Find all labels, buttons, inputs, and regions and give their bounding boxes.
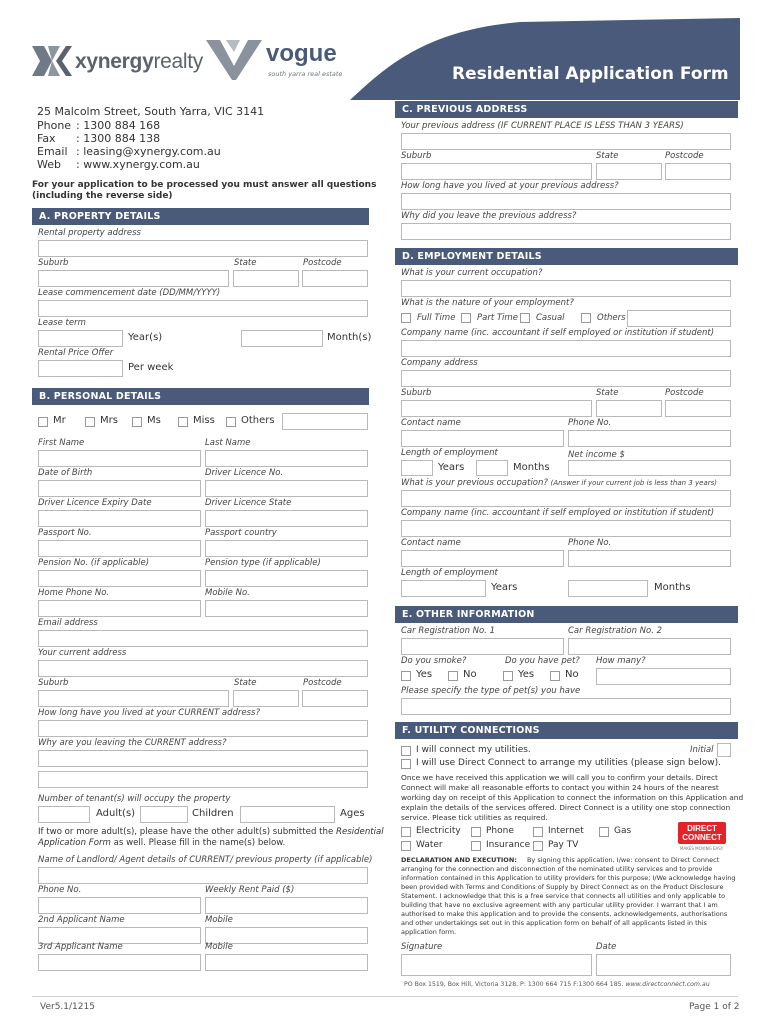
- utility-paragraph-3: working day on receipt of this Application to connect the information on this Application and: [401, 793, 744, 802]
- dc-tagline: MAKES MOVING EASY: [680, 846, 724, 851]
- prev-occupation-question: What is your previous occupation?: [401, 478, 548, 488]
- net-income-label: Net income $: [568, 450, 625, 460]
- car-reg-2-field[interactable]: [568, 638, 731, 655]
- part-time-label: Part Time: [477, 313, 518, 323]
- dob-field[interactable]: [38, 480, 201, 497]
- smoke-yes-checkbox[interactable]: [401, 671, 411, 681]
- second-mobile-label: Mobile: [205, 915, 233, 925]
- prev-company-name-label: Company name (inc. accountant if self employed or institution if student): [401, 508, 715, 518]
- declaration-line-2: arranging for the connection and disconnection of the nominated utility services and to provide: [401, 865, 713, 873]
- lease-commencement-label: Lease commencement date (DD/MM/YYYY): [38, 288, 221, 298]
- employment-years-label: Years: [438, 462, 465, 473]
- why-leaving-field-1[interactable]: [38, 750, 368, 767]
- declaration-line-8: and other undertakings set out in this application form on behalf of all applicants listed in this: [401, 919, 707, 927]
- pet-yes-label: Yes: [518, 669, 535, 680]
- company-address-field[interactable]: [401, 370, 731, 387]
- previous-address-field[interactable]: [401, 133, 731, 150]
- employment-months-field[interactable]: [476, 460, 508, 476]
- contact-name-field[interactable]: [401, 430, 564, 447]
- version-label: Ver5.1/1215: [40, 1002, 95, 1012]
- pay-tv-checkbox[interactable]: [533, 841, 543, 851]
- email-label: Email address: [38, 618, 98, 628]
- agency-web: : www.xynergy.com.au: [76, 158, 200, 171]
- others-employment-label: Others: [597, 313, 626, 323]
- previous-state-field[interactable]: [596, 163, 662, 180]
- prev-contact-phone-field[interactable]: [568, 550, 731, 567]
- prev-occupation-note: (Answer if your current job is less than 3 years): [550, 479, 717, 487]
- third-applicant-label: 3rd Applicant Name: [38, 942, 123, 952]
- lease-commencement-field[interactable]: [38, 300, 368, 317]
- two-or-more-note-2: [38, 838, 285, 848]
- title-ms-checkbox[interactable]: [132, 417, 142, 427]
- pet-no-label: No: [565, 669, 579, 680]
- declaration-line-3: information contained in this Application to utility providers for this purpose; I/We acknowledge having: [401, 874, 736, 882]
- how-many-label: How many?: [596, 656, 646, 666]
- car-reg-2-label: Car Registration No. 2: [568, 626, 663, 636]
- pet-type-label: Please specify the type of pet(s) you have: [401, 686, 581, 696]
- utility-paragraph-4: explain the details of the services offered. Direct Connect is a utility one stop connection: [401, 803, 731, 812]
- full-time-label: Full Time: [417, 313, 456, 323]
- title-others-label: Others: [241, 415, 275, 426]
- title-miss-label: Miss: [193, 415, 215, 426]
- xynergy-logo-mark: [32, 46, 72, 76]
- prev-contact-name-field[interactable]: [401, 550, 564, 567]
- agency-phone-label: Phone: [37, 119, 72, 132]
- initial-label: Initial: [690, 745, 714, 755]
- prev-length-label: Length of employment: [401, 568, 498, 578]
- employment-years-field[interactable]: [401, 460, 433, 476]
- pension-no-label: Pension No. (if applicable): [38, 558, 150, 568]
- electricity-label: Electricity: [416, 826, 461, 836]
- agency-phone: : 1300 884 168: [76, 119, 161, 132]
- licence-expiry-label: Driver Licence Expiry Date: [38, 498, 152, 508]
- adults-field[interactable]: [38, 806, 90, 823]
- agency-fax-label: Fax: [37, 132, 56, 145]
- declaration-line-6: building that have no exclusive agreement with any particular utility provider. I warrant that I am: [401, 901, 718, 909]
- vogue-name: vogue: [266, 40, 337, 67]
- net-income-field[interactable]: [568, 460, 731, 476]
- property-state-label: State: [234, 258, 257, 268]
- third-applicant-field[interactable]: [38, 954, 201, 971]
- title-ms-label: Ms: [147, 415, 161, 426]
- vogue-logo-mark: [206, 40, 266, 80]
- length-employment-label: Length of employment: [401, 448, 498, 458]
- self-connect-label: I will connect my utilities.: [416, 745, 531, 755]
- previous-postcode-field[interactable]: [665, 163, 731, 180]
- prev-months-label: Months: [654, 582, 691, 593]
- direct-connect-label: I will use Direct Connect to arrange my utilities (please sign below).: [416, 758, 722, 768]
- xynergy-bold: xynergy: [75, 50, 154, 73]
- pension-type-label: Pension type (if applicable): [205, 558, 321, 568]
- part-time-checkbox[interactable]: [461, 313, 471, 323]
- why-leaving-label: Why are you leaving the CURRENT address?: [38, 738, 227, 748]
- smoke-label: Do you smoke?: [401, 656, 467, 666]
- agency-address: 25 Malcolm Street, South Yarra, VIC 3141: [37, 105, 265, 118]
- pension-no-field[interactable]: [38, 570, 201, 587]
- weekly-rent-label: Weekly Rent Paid ($): [205, 885, 295, 895]
- current-address-label: Your current address: [38, 648, 127, 658]
- home-phone-label: Home Phone No.: [38, 588, 110, 598]
- property-suburb-field[interactable]: [38, 270, 229, 287]
- two-or-more-2a: Application Form: [38, 838, 111, 848]
- property-postcode-label: Postcode: [303, 258, 342, 268]
- children-field[interactable]: [140, 806, 188, 823]
- current-state-field[interactable]: [233, 690, 299, 707]
- ages-label: Ages: [340, 808, 365, 819]
- lease-term-label: Lease term: [38, 318, 86, 328]
- water-label: Water: [416, 840, 443, 850]
- third-mobile-label: Mobile: [205, 942, 233, 952]
- declaration-line-1: [401, 856, 719, 864]
- passport-no-field[interactable]: [38, 540, 201, 557]
- date-field[interactable]: [596, 954, 731, 976]
- previous-state-label: State: [596, 151, 619, 161]
- footer-contact-address: PO Box 1519, Box Hill, Victoria 3128, P: 1300 664 715 F:1300 664 185.: [404, 981, 626, 988]
- dc-logo-line-1: DIRECT: [687, 824, 717, 833]
- company-state-field[interactable]: [596, 400, 662, 417]
- rental-address-label: Rental property address: [38, 228, 141, 238]
- previous-suburb-field[interactable]: [401, 163, 592, 180]
- licence-expiry-field[interactable]: [38, 510, 201, 527]
- date-label: Date: [596, 942, 617, 952]
- passport-country-label: Passport country: [205, 528, 277, 538]
- pay-tv-label: Pay TV: [548, 840, 579, 850]
- first-name-field[interactable]: [38, 450, 201, 467]
- occupation-field[interactable]: [401, 280, 731, 297]
- form-title: Residential Application Form: [452, 64, 729, 84]
- children-label: Children: [192, 808, 234, 819]
- footer-contact-web[interactable]: www.directconnect.com.au: [625, 981, 710, 988]
- self-connect-checkbox[interactable]: [401, 746, 411, 756]
- company-address-label: Company address: [401, 358, 478, 368]
- title-mrs-label: Mrs: [100, 415, 118, 426]
- smoke-no-checkbox[interactable]: [448, 671, 458, 681]
- landlord-phone-field[interactable]: [38, 897, 201, 914]
- property-postcode-field[interactable]: [302, 270, 368, 287]
- section-f-header: F. UTILITY CONNECTIONS: [395, 722, 738, 739]
- internet-label: Internet: [548, 826, 584, 836]
- utility-paragraph-5: service. Please tick utilities as required.: [401, 813, 548, 822]
- two-or-more-1b: Residential: [335, 827, 384, 837]
- occupation-label: What is your current occupation?: [401, 268, 543, 278]
- electricity-checkbox[interactable]: [401, 827, 411, 837]
- water-checkbox[interactable]: [401, 841, 411, 851]
- full-time-checkbox[interactable]: [401, 313, 411, 323]
- lease-months-label: Month(s): [327, 332, 372, 343]
- declaration-line-7: authorised to make this application and to provide the consents, acknowledgements, authorisations: [401, 910, 728, 918]
- second-applicant-label: 2nd Applicant Name: [38, 915, 125, 925]
- agency-email: : leasing@xynergy.com.au: [76, 145, 221, 158]
- rental-price-field[interactable]: [38, 360, 123, 377]
- xynergy-logo-text: [75, 50, 203, 74]
- contact-phone-field[interactable]: [568, 430, 731, 447]
- title-mr-checkbox[interactable]: [38, 417, 48, 427]
- dc-logo-line-2: CONNECT: [682, 833, 722, 842]
- prev-occupation-field[interactable]: [401, 490, 731, 507]
- prev-company-name-field[interactable]: [401, 520, 731, 537]
- internet-checkbox[interactable]: [533, 827, 543, 837]
- car-reg-1-label: Car Registration No. 1: [401, 626, 496, 636]
- pension-type-field[interactable]: [205, 570, 368, 587]
- section-e-header: E. OTHER INFORMATION: [395, 606, 738, 623]
- landlord-phone-label: Phone No.: [38, 885, 82, 895]
- title-others-field[interactable]: [282, 413, 368, 430]
- smoke-yes-label: Yes: [416, 669, 433, 680]
- xynergy-light: realty: [153, 50, 204, 73]
- email-field[interactable]: [38, 630, 368, 647]
- smoke-no-label: No: [463, 669, 477, 680]
- direct-connect-logo: [678, 822, 726, 844]
- previous-postcode-label: Postcode: [665, 151, 704, 161]
- title-miss-checkbox[interactable]: [178, 417, 188, 427]
- declaration-title: DECLARATION AND EXECUTION:: [401, 856, 517, 864]
- tenants-label: Number of tenant(s) will occupy the property: [38, 794, 231, 804]
- per-week-label: Per week: [128, 362, 174, 373]
- property-state-field[interactable]: [233, 270, 299, 287]
- current-state-label: State: [234, 678, 257, 688]
- current-address-field[interactable]: [38, 660, 368, 677]
- nature-label: What is the nature of your employment?: [401, 298, 574, 308]
- company-suburb-field[interactable]: [401, 400, 592, 417]
- declaration-text-1: By signing this application, I/we: consent to Direct Connect: [526, 856, 720, 864]
- section-c-header: C. PREVIOUS ADDRESS: [395, 101, 738, 118]
- phone-utility-label: Phone: [486, 826, 514, 836]
- title-others-checkbox[interactable]: [226, 417, 236, 427]
- company-suburb-label: Suburb: [401, 388, 432, 398]
- contact-name-label: Contact name: [401, 418, 461, 428]
- company-name-field[interactable]: [401, 340, 731, 357]
- gas-label: Gas: [614, 826, 632, 836]
- intro-line-2: (including the reverse side): [32, 191, 173, 201]
- car-reg-1-field[interactable]: [401, 638, 564, 655]
- insurance-label: Insurance: [486, 840, 531, 850]
- landlord-label: Name of Landlord/ Agent details of CURRENT/ previous property (if applicable): [38, 855, 373, 865]
- casual-label: Casual: [536, 313, 565, 323]
- section-a-header: A. PROPERTY DETAILS: [32, 208, 369, 225]
- first-name-label: First Name: [38, 438, 85, 448]
- page-number: Page 1 of 2: [689, 1002, 740, 1012]
- how-long-current-label: How long have you lived at your CURRENT address?: [38, 708, 260, 718]
- utility-paragraph-2: Connect will make all reasonable efforts to contact you within 24 hours of the nearest: [401, 783, 719, 792]
- current-postcode-field[interactable]: [302, 690, 368, 707]
- why-leaving-field-2[interactable]: [38, 771, 368, 788]
- company-postcode-label: Postcode: [665, 388, 704, 398]
- mobile-field[interactable]: [205, 600, 368, 617]
- licence-state-field[interactable]: [205, 510, 368, 527]
- rental-address-field[interactable]: [38, 240, 368, 257]
- current-suburb-field[interactable]: [38, 690, 229, 707]
- prev-months-field[interactable]: [568, 580, 648, 597]
- two-or-more-2b: as well. Please fill in the name(s) below.: [110, 838, 286, 848]
- others-employment-field[interactable]: [627, 310, 731, 327]
- mobile-label: Mobile No.: [205, 588, 250, 598]
- why-leave-previous-label: Why did you leave the previous address?: [401, 211, 577, 221]
- intro-line-1: For your application to be processed you must answer all questions: [32, 180, 377, 190]
- prev-years-label: Years: [491, 582, 518, 593]
- direct-connect-checkbox[interactable]: [401, 759, 411, 769]
- landlord-field[interactable]: [38, 867, 368, 884]
- property-suburb-label: Suburb: [38, 258, 69, 268]
- others-employment-checkbox[interactable]: [581, 313, 591, 323]
- ages-field[interactable]: [240, 806, 335, 823]
- declaration-line-4: been provided with Terms and Conditions of Supply by Direct Connect as on the Product Disclosure: [401, 883, 724, 891]
- licence-state-label: Driver Licence State: [205, 498, 292, 508]
- section-d-header: D. EMPLOYMENT DETAILS: [395, 248, 738, 265]
- phone-utility-checkbox[interactable]: [471, 827, 481, 837]
- previous-suburb-label: Suburb: [401, 151, 432, 161]
- last-name-label: Last Name: [205, 438, 251, 448]
- rental-price-label: Rental Price Offer: [38, 348, 114, 358]
- licence-no-label: Driver Licence No.: [205, 468, 284, 478]
- lease-years-field[interactable]: [38, 330, 123, 347]
- declaration-line-5: Statement. I acknowledge that this is a free service that connects all utilities and only applicable to: [401, 892, 726, 900]
- employment-months-label: Months: [513, 462, 550, 473]
- section-b-header: B. PERSONAL DETAILS: [32, 388, 369, 405]
- title-mr-label: Mr: [53, 415, 66, 426]
- weekly-rent-field[interactable]: [205, 897, 368, 914]
- gas-checkbox[interactable]: [599, 827, 609, 837]
- company-postcode-field[interactable]: [665, 400, 731, 417]
- title-mrs-checkbox[interactable]: [85, 417, 95, 427]
- third-mobile-field[interactable]: [205, 954, 368, 971]
- pet-yes-checkbox[interactable]: [503, 671, 513, 681]
- initial-field[interactable]: [717, 743, 731, 757]
- adults-label: Adult(s): [96, 808, 136, 819]
- passport-country-field[interactable]: [205, 540, 368, 557]
- agency-web-label: Web: [37, 158, 61, 171]
- insurance-checkbox[interactable]: [471, 841, 481, 851]
- prev-contact-phone-label: Phone No.: [568, 538, 612, 548]
- pet-label: Do you have pet?: [505, 656, 580, 666]
- licence-no-field[interactable]: [205, 480, 368, 497]
- vogue-tagline: south yarra real estate: [268, 70, 343, 78]
- company-state-label: State: [596, 388, 619, 398]
- agency-fax: : 1300 884 138: [76, 132, 161, 145]
- prev-occupation-label: [401, 478, 717, 488]
- agency-email-label: Email: [37, 145, 68, 158]
- utility-paragraph-1: Once we have received this application we will call you to confirm your details. Direct: [401, 773, 718, 782]
- current-postcode-label: Postcode: [303, 678, 342, 688]
- previous-address-label: Your previous address (IF CURRENT PLACE IS LESS THAN 3 YEARS): [401, 121, 684, 131]
- last-name-field[interactable]: [205, 450, 368, 467]
- current-suburb-label: Suburb: [38, 678, 69, 688]
- how-long-previous-label: How long have you lived at your previous address?: [401, 181, 619, 191]
- pet-no-checkbox[interactable]: [550, 671, 560, 681]
- home-phone-field[interactable]: [38, 600, 201, 617]
- lease-years-label: Year(s): [128, 332, 163, 343]
- declaration-line-9: application form.: [401, 928, 457, 936]
- two-or-more-1a: If two or more adult(s), please have the other adult(s) submitted the: [38, 827, 336, 837]
- how-many-field[interactable]: [596, 668, 731, 685]
- why-leave-previous-field[interactable]: [401, 223, 731, 240]
- passport-no-label: Passport No.: [38, 528, 92, 538]
- how-long-previous-field[interactable]: [401, 193, 731, 210]
- footer-contact: [404, 981, 710, 988]
- contact-phone-label: Phone No.: [568, 418, 612, 428]
- pet-type-field[interactable]: [401, 698, 731, 715]
- dob-label: Date of Birth: [38, 468, 93, 478]
- prev-years-field[interactable]: [401, 580, 486, 597]
- company-name-label: Company name (inc. accountant if self employed or institution if student): [401, 328, 715, 338]
- casual-checkbox[interactable]: [520, 313, 530, 323]
- prev-contact-name-label: Contact name: [401, 538, 461, 548]
- lease-months-field[interactable]: [241, 330, 323, 347]
- signature-label: Signature: [401, 942, 443, 952]
- signature-field[interactable]: [401, 954, 592, 976]
- how-long-current-field[interactable]: [38, 720, 368, 737]
- two-or-more-note-1: [38, 827, 384, 837]
- footer-divider: [32, 996, 738, 997]
